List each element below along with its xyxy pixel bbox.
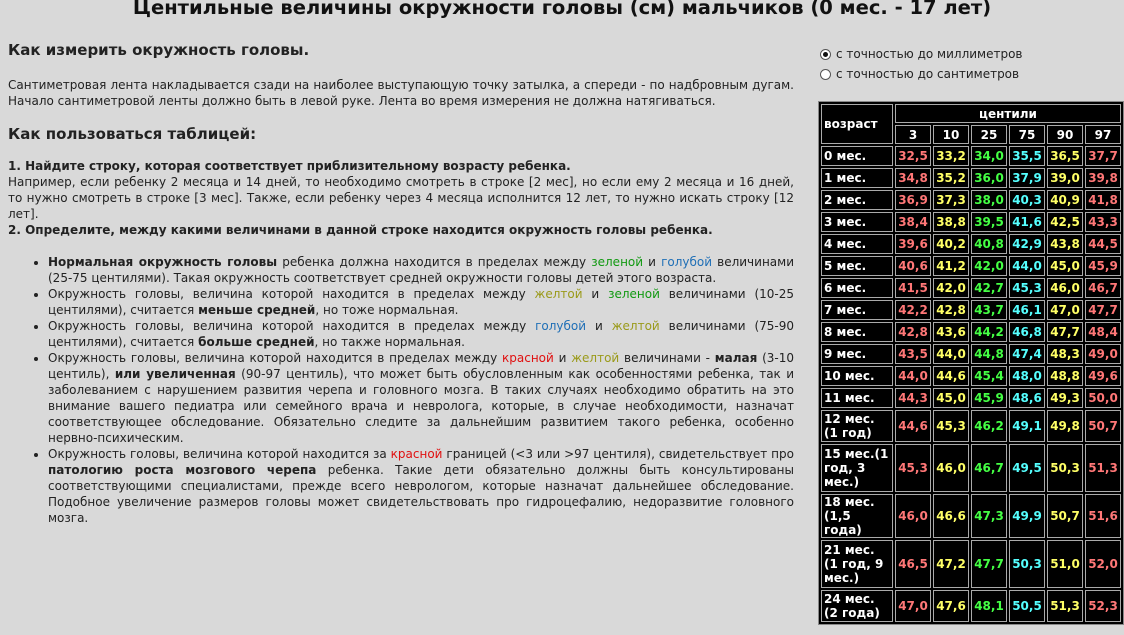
green-text: зеленой bbox=[608, 287, 660, 301]
centile-value-cell: 51,3 bbox=[1047, 590, 1083, 622]
centile-value-cell: 47,7 bbox=[971, 540, 1007, 588]
table-row bbox=[821, 388, 1121, 408]
green-text: зеленой bbox=[591, 255, 644, 269]
precision-options bbox=[820, 44, 1023, 84]
centile-value-cell: 47,7 bbox=[1047, 322, 1083, 342]
centile-table-wrapper bbox=[818, 101, 1124, 625]
age-cell: 18 мес. (1,5 года) bbox=[821, 494, 893, 538]
centile-value-cell: 46,8 bbox=[1009, 322, 1045, 342]
text: Окружность головы, величина которой находится за bbox=[48, 447, 391, 461]
centile-value-cell: 40,6 bbox=[895, 256, 931, 276]
centile-value-cell: 39,0 bbox=[1047, 168, 1083, 188]
age-cell: 5 мес. bbox=[821, 256, 893, 276]
table-row bbox=[821, 366, 1121, 386]
text: границей (<3 или >97 центиля), свидетельствует про bbox=[442, 447, 794, 461]
text: (90-97 центиль), что может быть обусловленным как особенностями ребенка, так и заболеванием с нарушением развития черепа и головного мозга. В таких случаях необходимо обратить на это внимание вашего педиатра или семейного врача и невролога, которые, в случае необходимости, назначат соответствующее обследование. Обязательно следите за дальнейшим развитием такого ребенка, особенно нервно-психическим. bbox=[48, 367, 795, 445]
centile-value-cell: 42,9 bbox=[1009, 234, 1045, 254]
centile-value-cell: 46,1 bbox=[1009, 300, 1045, 320]
centile-value-cell: 48,6 bbox=[1009, 388, 1045, 408]
centile-value-cell: 39,5 bbox=[971, 212, 1007, 232]
centiles-header: центили bbox=[895, 104, 1121, 123]
centile-value-cell: 51,3 bbox=[1085, 444, 1121, 492]
centile-value-cell: 48,1 bbox=[971, 590, 1007, 622]
centile-value-cell: 45,9 bbox=[971, 388, 1007, 408]
centile-header: 90 bbox=[1047, 125, 1083, 144]
centile-value-cell: 41,8 bbox=[1085, 190, 1121, 210]
centile-value-cell: 49,9 bbox=[1009, 494, 1045, 538]
centile-value-cell: 41,6 bbox=[1009, 212, 1045, 232]
yellow-text: желтой bbox=[611, 319, 660, 333]
radio-unselected-icon[interactable] bbox=[820, 69, 831, 80]
centile-value-cell: 46,6 bbox=[933, 494, 969, 538]
text: ребенка должна находится в пределах между bbox=[277, 255, 592, 269]
centile-header: 25 bbox=[971, 125, 1007, 144]
age-cell: 8 мес. bbox=[821, 322, 893, 342]
table-row bbox=[821, 322, 1121, 342]
centile-value-cell: 32,5 bbox=[895, 146, 931, 166]
list-item bbox=[48, 350, 794, 446]
centile-value-cell: 44,5 bbox=[1085, 234, 1121, 254]
centile-value-cell: 42,8 bbox=[895, 322, 931, 342]
text: величинами (25-75 центилями). Такая окружность соответствует средней окружности головы детей этого возраста. bbox=[48, 255, 794, 285]
table-row bbox=[821, 146, 1121, 166]
centile-value-cell: 52,3 bbox=[1085, 590, 1121, 622]
blue-text: голубой bbox=[535, 319, 587, 333]
step1 bbox=[8, 158, 794, 238]
table-row bbox=[821, 494, 1121, 538]
age-cell: 6 мес. bbox=[821, 278, 893, 298]
centile-value-cell: 48,4 bbox=[1085, 322, 1121, 342]
centile-value-cell: 36,9 bbox=[895, 190, 931, 210]
centile-value-cell: 44,3 bbox=[895, 388, 931, 408]
centile-value-cell: 37,9 bbox=[1009, 168, 1045, 188]
centile-value-cell: 50,7 bbox=[1085, 410, 1121, 442]
centile-value-cell: 36,5 bbox=[1047, 146, 1083, 166]
centile-value-cell: 45,3 bbox=[1009, 278, 1045, 298]
centile-value-cell: 38,4 bbox=[895, 212, 931, 232]
text: и bbox=[586, 319, 612, 333]
centile-value-cell: 47,2 bbox=[933, 540, 969, 588]
centile-value-cell: 47,0 bbox=[895, 590, 931, 622]
bold-text: больше средней bbox=[198, 335, 315, 349]
centile-value-cell: 36,0 bbox=[971, 168, 1007, 188]
age-cell: 12 мес. (1 год) bbox=[821, 410, 893, 442]
centile-value-cell: 46,2 bbox=[971, 410, 1007, 442]
centile-value-cell: 42,0 bbox=[933, 278, 969, 298]
centile-value-cell: 45,0 bbox=[1047, 256, 1083, 276]
table-row bbox=[821, 256, 1121, 276]
age-cell: 1 мес. bbox=[821, 168, 893, 188]
bold-text: патологию роста мозгового черепа bbox=[48, 463, 317, 477]
yellow-text: желтой bbox=[534, 287, 583, 301]
page-title: Центильные величины окружности головы (см) мальчиков (0 мес. - 17 лет) bbox=[132, 0, 992, 19]
centile-header: 10 bbox=[933, 125, 969, 144]
text: величинами (10-25 центилями), считается bbox=[48, 287, 794, 317]
centile-value-cell: 45,9 bbox=[1085, 256, 1121, 276]
centile-value-cell: 34,0 bbox=[971, 146, 1007, 166]
step1-title: 1. Найдите строку, которая соответствует приблизительному возрасту ребенка. bbox=[8, 159, 571, 173]
bold-text: малая bbox=[714, 351, 758, 365]
centile-value-cell: 47,6 bbox=[933, 590, 969, 622]
centile-value-cell: 44,6 bbox=[933, 366, 969, 386]
centile-table bbox=[818, 101, 1124, 625]
centile-value-cell: 42,0 bbox=[971, 256, 1007, 276]
centile-value-cell: 46,0 bbox=[1047, 278, 1083, 298]
centile-value-cell: 39,6 bbox=[895, 234, 931, 254]
centile-value-cell: 46,7 bbox=[971, 444, 1007, 492]
table-row bbox=[821, 300, 1121, 320]
centile-value-cell: 38,8 bbox=[933, 212, 969, 232]
centile-value-cell: 43,6 bbox=[933, 322, 969, 342]
centile-value-cell: 47,4 bbox=[1009, 344, 1045, 364]
centile-value-cell: 48,3 bbox=[1047, 344, 1083, 364]
age-cell: 2 мес. bbox=[821, 190, 893, 210]
age-header: возраст bbox=[821, 104, 893, 144]
age-cell: 9 мес. bbox=[821, 344, 893, 364]
centile-value-cell: 40,3 bbox=[1009, 190, 1045, 210]
centile-value-cell: 46,7 bbox=[1085, 278, 1121, 298]
centile-value-cell: 50,3 bbox=[1009, 540, 1045, 588]
centile-value-cell: 44,0 bbox=[933, 344, 969, 364]
step1-text: Например, если ребенку 2 месяца и 14 дней, то необходимо смотреть в строке [2 мес], но если ему 2 месяца и 16 дней, то нужно смотреть в строке [3 мес]. Также, если ребенку через 4 месяца исполнится 12 лет, то нужно искать строку [12 лет]. bbox=[8, 175, 794, 221]
centile-value-cell: 35,2 bbox=[933, 168, 969, 188]
text: величинами - bbox=[619, 351, 715, 365]
precision-cm-radio[interactable] bbox=[820, 64, 1023, 84]
text: (3-10 центиль), bbox=[48, 351, 795, 381]
centile-value-cell: 43,8 bbox=[1047, 234, 1083, 254]
centile-value-cell: 37,7 bbox=[1085, 146, 1121, 166]
centile-value-cell: 50,5 bbox=[1009, 590, 1045, 622]
table-row bbox=[821, 590, 1121, 622]
centile-value-cell: 45,0 bbox=[933, 388, 969, 408]
age-cell: 7 мес. bbox=[821, 300, 893, 320]
list-item bbox=[48, 286, 794, 318]
centile-header: 3 bbox=[895, 125, 931, 144]
centile-value-cell: 43,7 bbox=[971, 300, 1007, 320]
bold-text: или увеличенная bbox=[114, 367, 236, 381]
age-cell: 3 мес. bbox=[821, 212, 893, 232]
age-cell: 11 мес. bbox=[821, 388, 893, 408]
centile-value-cell: 49,0 bbox=[1085, 344, 1121, 364]
centile-value-cell: 42,5 bbox=[1047, 212, 1083, 232]
centile-value-cell: 49,1 bbox=[1009, 410, 1045, 442]
centile-value-cell: 39,8 bbox=[1085, 168, 1121, 188]
centile-value-cell: 47,7 bbox=[1085, 300, 1121, 320]
text: Окружность головы, величина которой находится в пределах между bbox=[48, 319, 536, 333]
measure-text: Сантиметровая лента накладывается сзади на наиболее выступающую точку затылка, а спереди - по надбровным дугам. Начало сантиметровой ленты должно быть в левой руке. Лента во время измерения не должна натягиваться. bbox=[8, 78, 794, 108]
text: , но тоже нормальная. bbox=[315, 303, 459, 317]
usage-heading: Как пользоваться таблицей: bbox=[8, 125, 257, 143]
text: ребенка. Такие дети обязательно должны быть консультированы соответствующими специалистами, прежде всего неврологом, которые назначат дальнейшее обследование. Подобное увеличение размеров головы может свидетельствовать про гидроцефалию, недоразвитие головного мозга. bbox=[48, 463, 795, 525]
centile-value-cell: 37,3 bbox=[933, 190, 969, 210]
step2-title: 2. Определите, между какими величинами в данной строке находится окружность головы ребенка. bbox=[8, 223, 713, 237]
precision-mm-label: с точностью до миллиметров bbox=[836, 47, 1023, 61]
centile-value-cell: 52,0 bbox=[1085, 540, 1121, 588]
list-item bbox=[48, 254, 794, 286]
interpretation-list bbox=[8, 254, 794, 526]
centile-value-cell: 46,0 bbox=[933, 444, 969, 492]
centile-value-cell: 34,8 bbox=[895, 168, 931, 188]
bold-text: меньше средней bbox=[198, 303, 316, 317]
age-cell: 15 мес.(1 год, 3 мес.) bbox=[821, 444, 893, 492]
centile-value-cell: 44,2 bbox=[971, 322, 1007, 342]
list-item bbox=[48, 318, 794, 350]
centile-value-cell: 43,5 bbox=[895, 344, 931, 364]
text: и bbox=[643, 255, 662, 269]
centile-value-cell: 50,7 bbox=[1047, 494, 1083, 538]
centile-value-cell: 45,4 bbox=[971, 366, 1007, 386]
centile-value-cell: 50,0 bbox=[1085, 388, 1121, 408]
table-row bbox=[821, 410, 1121, 442]
blue-text: голубой bbox=[661, 255, 713, 269]
centile-value-cell: 49,6 bbox=[1085, 366, 1121, 386]
table-body bbox=[821, 146, 1121, 622]
centile-value-cell: 51,6 bbox=[1085, 494, 1121, 538]
centile-value-cell: 49,8 bbox=[1047, 410, 1083, 442]
centile-value-cell: 50,3 bbox=[1047, 444, 1083, 492]
text: и bbox=[582, 287, 609, 301]
text: и bbox=[553, 351, 572, 365]
centile-value-cell: 33,2 bbox=[933, 146, 969, 166]
text: , но также нормальная. bbox=[314, 335, 465, 349]
red-text: красной bbox=[502, 351, 554, 365]
age-cell: 0 мес. bbox=[821, 146, 893, 166]
centile-value-cell: 40,2 bbox=[933, 234, 969, 254]
centile-value-cell: 41,2 bbox=[933, 256, 969, 276]
table-row bbox=[821, 168, 1121, 188]
age-cell: 4 мес. bbox=[821, 234, 893, 254]
table-row bbox=[821, 344, 1121, 364]
centile-value-cell: 44,6 bbox=[895, 410, 931, 442]
centile-header: 97 bbox=[1085, 125, 1121, 144]
centile-value-cell: 51,0 bbox=[1047, 540, 1083, 588]
table-row bbox=[821, 212, 1121, 232]
centile-value-cell: 40,9 bbox=[1047, 190, 1083, 210]
table-row bbox=[821, 190, 1121, 210]
yellow-text: желтой bbox=[571, 351, 620, 365]
centile-value-cell: 42,2 bbox=[895, 300, 931, 320]
age-cell: 10 мес. bbox=[821, 366, 893, 386]
centile-value-cell: 44,0 bbox=[895, 366, 931, 386]
centile-value-cell: 42,7 bbox=[971, 278, 1007, 298]
table-row bbox=[821, 278, 1121, 298]
centile-value-cell: 40,8 bbox=[971, 234, 1007, 254]
age-cell: 24 мес. (2 года) bbox=[821, 590, 893, 622]
centile-value-cell: 49,5 bbox=[1009, 444, 1045, 492]
centile-value-cell: 47,0 bbox=[1047, 300, 1083, 320]
bold-text: Нормальная окружность головы bbox=[48, 255, 278, 269]
table-header-row bbox=[821, 104, 1121, 123]
text: Окружность головы, величина которой находится в пределах между bbox=[48, 351, 503, 365]
centile-value-cell: 48,8 bbox=[1047, 366, 1083, 386]
centile-value-cell: 44,0 bbox=[1009, 256, 1045, 276]
centile-value-cell: 35,5 bbox=[1009, 146, 1045, 166]
centile-header: 75 bbox=[1009, 125, 1045, 144]
centile-value-cell: 43,3 bbox=[1085, 212, 1121, 232]
centile-value-cell: 48,0 bbox=[1009, 366, 1045, 386]
list-item bbox=[48, 446, 794, 526]
centile-value-cell: 46,0 bbox=[895, 494, 931, 538]
centile-value-cell: 44,8 bbox=[971, 344, 1007, 364]
centile-value-cell: 45,3 bbox=[933, 410, 969, 442]
precision-cm-label: с точностью до сантиметров bbox=[836, 67, 1020, 81]
red-text: красной bbox=[390, 447, 443, 461]
centile-value-cell: 38,0 bbox=[971, 190, 1007, 210]
centile-value-cell: 42,8 bbox=[933, 300, 969, 320]
table-row bbox=[821, 234, 1121, 254]
measure-heading: Как измерить окружность головы. bbox=[8, 41, 310, 59]
table-row bbox=[821, 444, 1121, 492]
table-row bbox=[821, 540, 1121, 588]
radio-selected-icon[interactable] bbox=[820, 49, 831, 60]
text: Окружность головы, величина которой находится в пределах между bbox=[48, 287, 535, 301]
precision-mm-radio[interactable] bbox=[820, 44, 1023, 64]
text: величинами (75-90 центилями), считается bbox=[48, 319, 794, 349]
centile-value-cell: 45,3 bbox=[895, 444, 931, 492]
age-cell: 21 мес. (1 год, 9 мес.) bbox=[821, 540, 893, 588]
centile-value-cell: 49,3 bbox=[1047, 388, 1083, 408]
content-section bbox=[8, 40, 794, 526]
centile-value-cell: 47,3 bbox=[971, 494, 1007, 538]
centile-value-cell: 41,5 bbox=[895, 278, 931, 298]
centile-value-cell: 46,5 bbox=[895, 540, 931, 588]
